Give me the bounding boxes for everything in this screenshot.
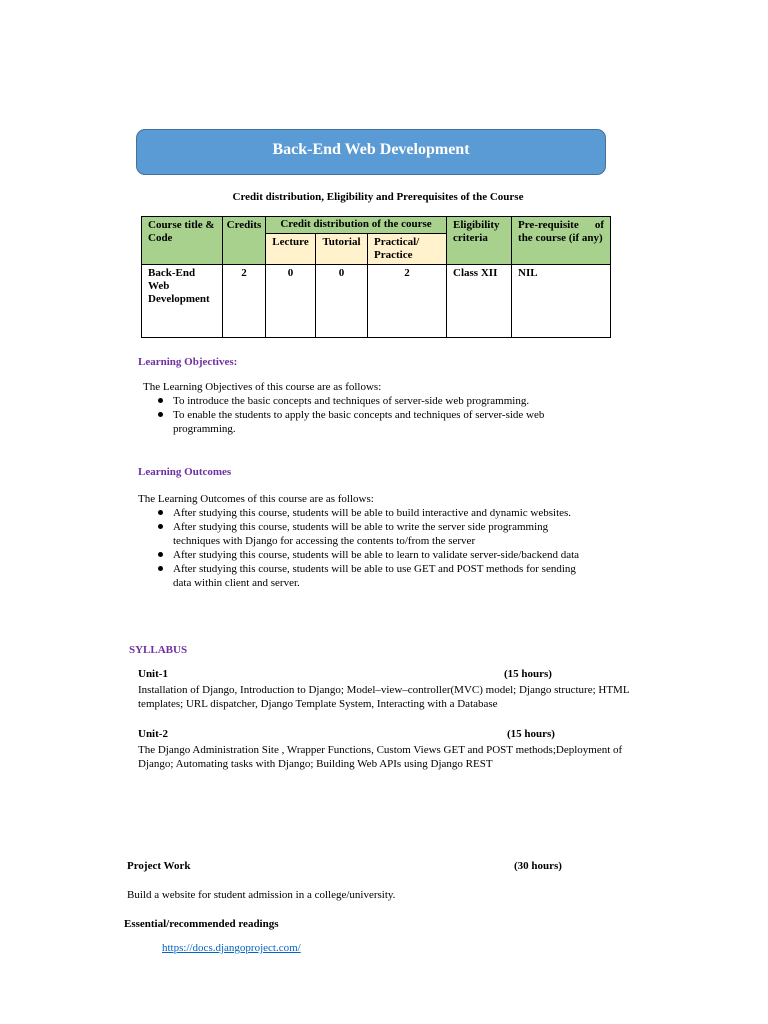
header-prerequisite: Pre-requisite of the course (if any) bbox=[512, 217, 611, 265]
syllabus-heading: SYLLABUS bbox=[129, 644, 188, 656]
list-item: To introduce the basic concepts and techniques of server-side web programming. bbox=[156, 394, 596, 408]
unit-1-content: Installation of Django, Introduction to Django; Model–view–controller(MVC) model; Django structure; HTML templates; URL dispatcher, Django Template System, Interacting with a Database bbox=[138, 684, 630, 710]
bullet-icon bbox=[158, 524, 163, 529]
unit-2-title: Unit-2 bbox=[138, 728, 168, 740]
course-title: Back-End Web Development bbox=[272, 141, 470, 158]
project-work-title: Project Work bbox=[127, 860, 191, 872]
bullet-icon bbox=[158, 552, 163, 557]
unit-2-content: The Django Administration Site , Wrapper Functions, Custom Views GET and POST methods;Deployment of Django; Automating tasks with Django; Building Web APIs using Django REST bbox=[138, 744, 623, 770]
learning-objectives-list bbox=[156, 394, 596, 436]
learning-objectives-heading: Learning Objectives: bbox=[138, 356, 238, 368]
learning-objectives-intro: The Learning Objectives of this course are as follows: bbox=[143, 381, 382, 393]
row-course-title: Back-End Web Development bbox=[142, 265, 223, 338]
header-eligibility: Eligibility criteria bbox=[447, 217, 512, 265]
project-work-description: Build a website for student admission in a college/university. bbox=[127, 889, 396, 901]
list-item: To enable the students to apply the basic concepts and techniques of server-side web programming. bbox=[156, 408, 596, 436]
learning-outcomes-list bbox=[156, 506, 586, 590]
row-prerequisite: NIL bbox=[512, 265, 611, 338]
row-practical: 2 bbox=[368, 265, 447, 338]
bullet-icon bbox=[158, 510, 163, 515]
django-docs-link[interactable]: https://docs.djangoproject.com/ bbox=[162, 942, 301, 954]
row-eligibility: Class XII bbox=[447, 265, 512, 338]
row-lecture: 0 bbox=[266, 265, 316, 338]
unit-1-hours: (15 hours) bbox=[504, 668, 552, 680]
project-work-hours: (30 hours) bbox=[514, 860, 562, 872]
bullet-icon bbox=[158, 398, 163, 403]
readings-heading: Essential/recommended readings bbox=[124, 918, 279, 930]
header-course-title: Course title & Code bbox=[142, 217, 223, 265]
unit-2-hours: (15 hours) bbox=[507, 728, 555, 740]
credit-distribution-table bbox=[141, 216, 611, 338]
table-caption: Credit distribution, Eligibility and Prerequisites of the Course bbox=[232, 191, 524, 203]
bullet-icon bbox=[158, 412, 163, 417]
bullet-icon bbox=[158, 566, 163, 571]
header-tutorial: Tutorial bbox=[316, 234, 368, 265]
header-lecture: Lecture bbox=[266, 234, 316, 265]
header-credits: Credits bbox=[223, 217, 266, 265]
list-item: After studying this course, students will be able to build interactive and dynamic websites. bbox=[156, 506, 586, 520]
unit-1-title: Unit-1 bbox=[138, 668, 168, 680]
list-item: After studying this course, students will be able to learn to validate server-side/backend data bbox=[156, 548, 586, 562]
header-practical: Practical/ Practice bbox=[368, 234, 447, 265]
list-item: After studying this course, students will be able to write the server side programming techniques with Django for accessing the contents to/from the server bbox=[156, 520, 586, 548]
header-credit-distribution: Credit distribution of the course bbox=[266, 217, 447, 234]
course-title-banner bbox=[136, 129, 606, 175]
learning-outcomes-intro: The Learning Outcomes of this course are as follows: bbox=[138, 493, 374, 505]
row-tutorial: 0 bbox=[316, 265, 368, 338]
learning-outcomes-heading: Learning Outcomes bbox=[138, 466, 232, 478]
row-credits: 2 bbox=[223, 265, 266, 338]
list-item: After studying this course, students will be able to use GET and POST methods for sending data within client and server. bbox=[156, 562, 586, 590]
